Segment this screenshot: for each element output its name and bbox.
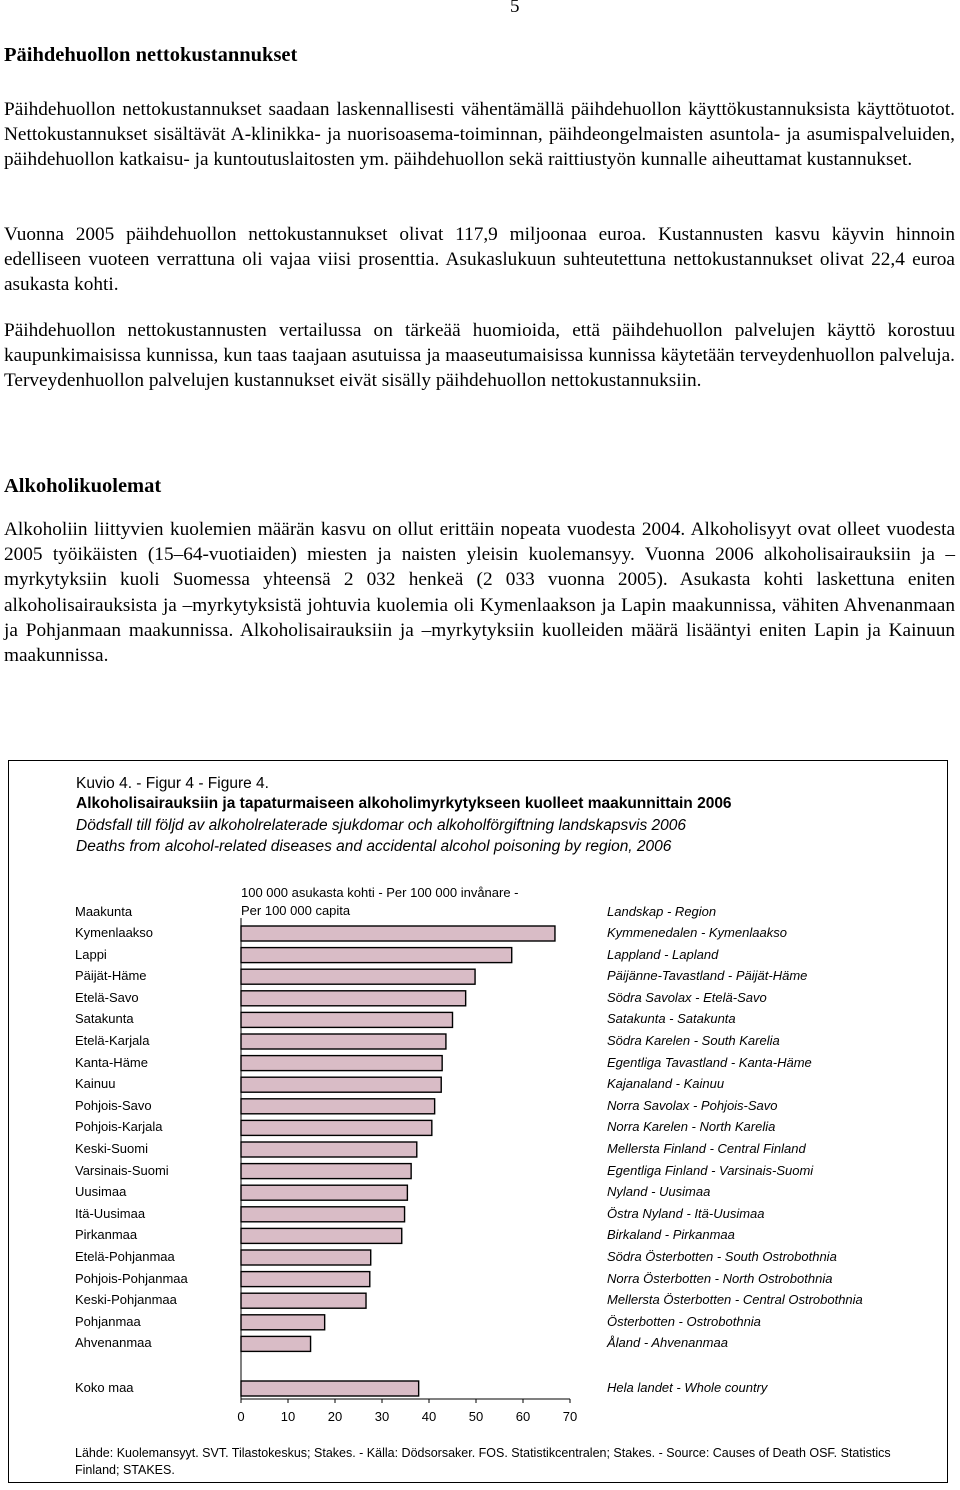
category-label: Pirkanmaa	[75, 1227, 138, 1243]
bar	[241, 969, 475, 984]
figure-title-en: Deaths from alcohol-related diseases and accidental alcohol poisoning by region, 2006	[76, 838, 672, 855]
category-label: Varsinais-Suomi	[75, 1162, 169, 1178]
bar	[241, 1315, 325, 1330]
bar	[241, 1185, 407, 1200]
bar	[241, 948, 512, 963]
x-tick-label: 0	[237, 1409, 245, 1424]
figure-source: Lähde: Kuolemansyyt. SVT. Tilastokeskus; Stakes. - Källa: Dödsorsaker. FOS. Statistikcentralen; Stakes. - Source: Causes of Death OSF. Statistics Finland; STAKES.	[75, 1446, 891, 1477]
paragraph: Päihdehuollon nettokustannusten vertailussa on tärkeää huomioida, että päihdehuollon palvelujen käyttö korostuu kaupunkimaisissa kunnissa, kun taas taajaan asutuissa ja maaseutumaisissa kunnissa käytetään terveydenhuollon palveluja. Terveydenhuollon palvelujen kustannukset eivät sisälly päihdehuollon nettokustannuksiin.	[4, 320, 955, 392]
category-label: Pohjois-Savo	[75, 1097, 152, 1113]
bar	[241, 1077, 441, 1092]
header-unit-line2: Per 100 000 capita	[241, 903, 351, 918]
category-label-translated: Södra Karelen - South Karelia	[607, 1033, 780, 1048]
paragraph: Alkoholiin liittyvien kuolemien määrän kasvu on ollut erittäin nopeata vuodesta 2004. Alkoholisyyt ovat olleet vuodesta 2005 työikäisten (15–64-vuotiaiden) miesten ja naisten yleisin kuolemansyy. Vuonna 2006 alkoholisairauksiin ja –myrkytyksiin kuoli Suomessa yhteensä 2 032 henkeä (2 033 vuonna 2005). Asukasta kohti laskettuna eniten alkoholisairauksista ja –myrkytyksistä johtuvia kuolemia oli Kymenlaakson ja Lapin maakunnissa, vähiten Ahvenanmaan ja Pohjanmaan maakunnissa. Alkoholisairauksiin ja –myrkytyksiin kuolleiden määrä lisääntyi eniten Lapin ja Kainuun maakunnissa.	[4, 519, 955, 667]
category-label: Ahvenanmaa	[75, 1335, 152, 1351]
category-label-translated: Kymmenedalen - Kymenlaakso	[607, 925, 787, 940]
header-region-fi: Maakunta	[75, 904, 133, 919]
category-label-translated: Södra Savolax - Etelä-Savo	[607, 989, 767, 1005]
bar	[241, 1336, 311, 1351]
category-label: Etelä-Karjala	[75, 1033, 150, 1048]
paragraph: Päihdehuollon nettokustannukset saadaan laskennallisesti vähentämällä päihdehuollon käyttökustannuksista käyttötuotot. Nettokustannukset sisältävät A-klinikka- ja nuorisoasema-toiminnan, päihdeongelmaisten asuntola- ja asumispalveluiden, päihdehuollon katkaisu- ja kuntoutuslaitosten ym. päihdehuollon sekä raittiustyön kunnalle aiheuttamat kustannukset.	[4, 99, 955, 171]
category-label-translated: Kajanaland - Kainuu	[607, 1076, 725, 1092]
bar	[241, 1142, 417, 1157]
category-label: Pohjois-Pohjanmaa	[75, 1270, 188, 1286]
bar	[241, 1164, 411, 1179]
bar	[241, 1228, 402, 1243]
category-label: Etelä-Pohjanmaa	[75, 1249, 175, 1264]
bar	[241, 1207, 405, 1222]
bar	[241, 1272, 370, 1287]
category-label: Lappi	[75, 946, 107, 962]
bar	[241, 1056, 442, 1071]
category-label: Päijät-Häme	[75, 968, 147, 984]
category-label-translated: Egentliga Finland - Varsinais-Suomi	[607, 1162, 814, 1178]
category-label-translated: Lappland - Lapland	[607, 946, 719, 962]
category-label-translated: Östra Nyland - Itä-Uusimaa	[607, 1205, 765, 1221]
category-label-translated: Mellersta Österbotten - Central Ostrobothnia	[607, 1292, 863, 1308]
category-label-translated: Norra Savolax - Pohjois-Savo	[607, 1097, 778, 1113]
x-tick-label: 20	[327, 1409, 343, 1424]
category-label: Itä-Uusimaa	[75, 1205, 146, 1221]
bar	[241, 1250, 371, 1265]
figure-title-sv: Dödsfall till följd av alkoholrelaterade sjukdomar och alkoholförgiftning landskapsvis 2006	[76, 817, 687, 834]
x-tick-label: 30	[374, 1409, 390, 1424]
bar	[241, 1293, 366, 1308]
section-title-alkoholikuolemat: Alkoholikuolemat	[4, 475, 162, 497]
header-unit-line1: 100 000 asukasta kohti - Per 100 000 invånare -	[241, 885, 519, 900]
x-tick-label: 40	[421, 1409, 437, 1424]
bar	[241, 1099, 435, 1114]
total-label-translated: Hela landet - Whole country	[607, 1380, 768, 1395]
category-label: Keski-Suomi	[75, 1141, 148, 1156]
figure-number: Kuvio 4. - Figur 4 - Figure 4.	[76, 775, 269, 792]
figure-box	[8, 760, 948, 1483]
category-label-translated: Norra Österbotten - North Ostrobothnia	[607, 1270, 833, 1286]
category-label-translated: Åland - Ahvenanmaa	[607, 1335, 728, 1351]
category-label: Pohjois-Karjala	[75, 1119, 163, 1135]
page-number: 5	[510, 0, 520, 17]
x-tick-label: 10	[280, 1409, 296, 1424]
category-label: Etelä-Savo	[75, 989, 139, 1005]
bar	[241, 991, 466, 1006]
bar	[241, 1012, 453, 1027]
total-label: Koko maa	[75, 1380, 134, 1395]
category-label-translated: Satakunta - Satakunta	[607, 1011, 736, 1027]
category-label: Kanta-Häme	[75, 1054, 148, 1070]
category-label: Pohjanmaa	[75, 1313, 141, 1329]
category-label-translated: Egentliga Tavastland - Kanta-Häme	[607, 1054, 812, 1070]
bar	[241, 1034, 446, 1049]
x-tick-label: 60	[515, 1409, 531, 1424]
category-label-translated: Norra Karelen - North Karelia	[607, 1119, 776, 1135]
category-label: Satakunta	[75, 1011, 134, 1027]
category-label-translated: Birkaland - Pirkanmaa	[607, 1227, 735, 1243]
category-label-translated: Södra Österbotten - South Ostrobothnia	[607, 1249, 837, 1264]
figure-title-fi: Alkoholisairauksiin ja tapaturmaiseen alkoholimyrkytykseen kuolleet maakunnittain 2006	[76, 795, 732, 812]
section-title-nettokustannukset: Päihdehuollon nettokustannukset	[4, 44, 298, 66]
bar	[241, 1120, 432, 1135]
x-tick-label: 70	[562, 1409, 578, 1424]
x-tick-label: 50	[468, 1409, 484, 1424]
category-label: Kainuu	[75, 1076, 116, 1092]
category-label-translated: Nyland - Uusimaa	[607, 1184, 711, 1200]
bar-total	[241, 1381, 419, 1396]
category-label: Keski-Pohjanmaa	[75, 1292, 177, 1308]
category-label: Kymenlaakso	[75, 925, 154, 940]
category-label-translated: Österbotten - Ostrobothnia	[607, 1313, 761, 1329]
header-region-sv-en: Landskap - Region	[607, 904, 717, 919]
category-label: Uusimaa	[75, 1184, 127, 1200]
bar	[241, 926, 555, 941]
paragraph: Vuonna 2005 päihdehuollon nettokustannukset olivat 117,9 miljoonaa euroa. Kustannusten kasvu käyvin hinnoin edelliseen vuoteen verrattuna oli vajaa viisi prosenttia. Asukaslukuun suhteutettuna nettokustannukset olivat 22,4 euroa asukasta kohti.	[4, 224, 955, 296]
category-label-translated: Mellersta Finland - Central Finland	[607, 1141, 806, 1156]
category-label-translated: Päijänne-Tavastland - Päijät-Häme	[607, 968, 808, 984]
